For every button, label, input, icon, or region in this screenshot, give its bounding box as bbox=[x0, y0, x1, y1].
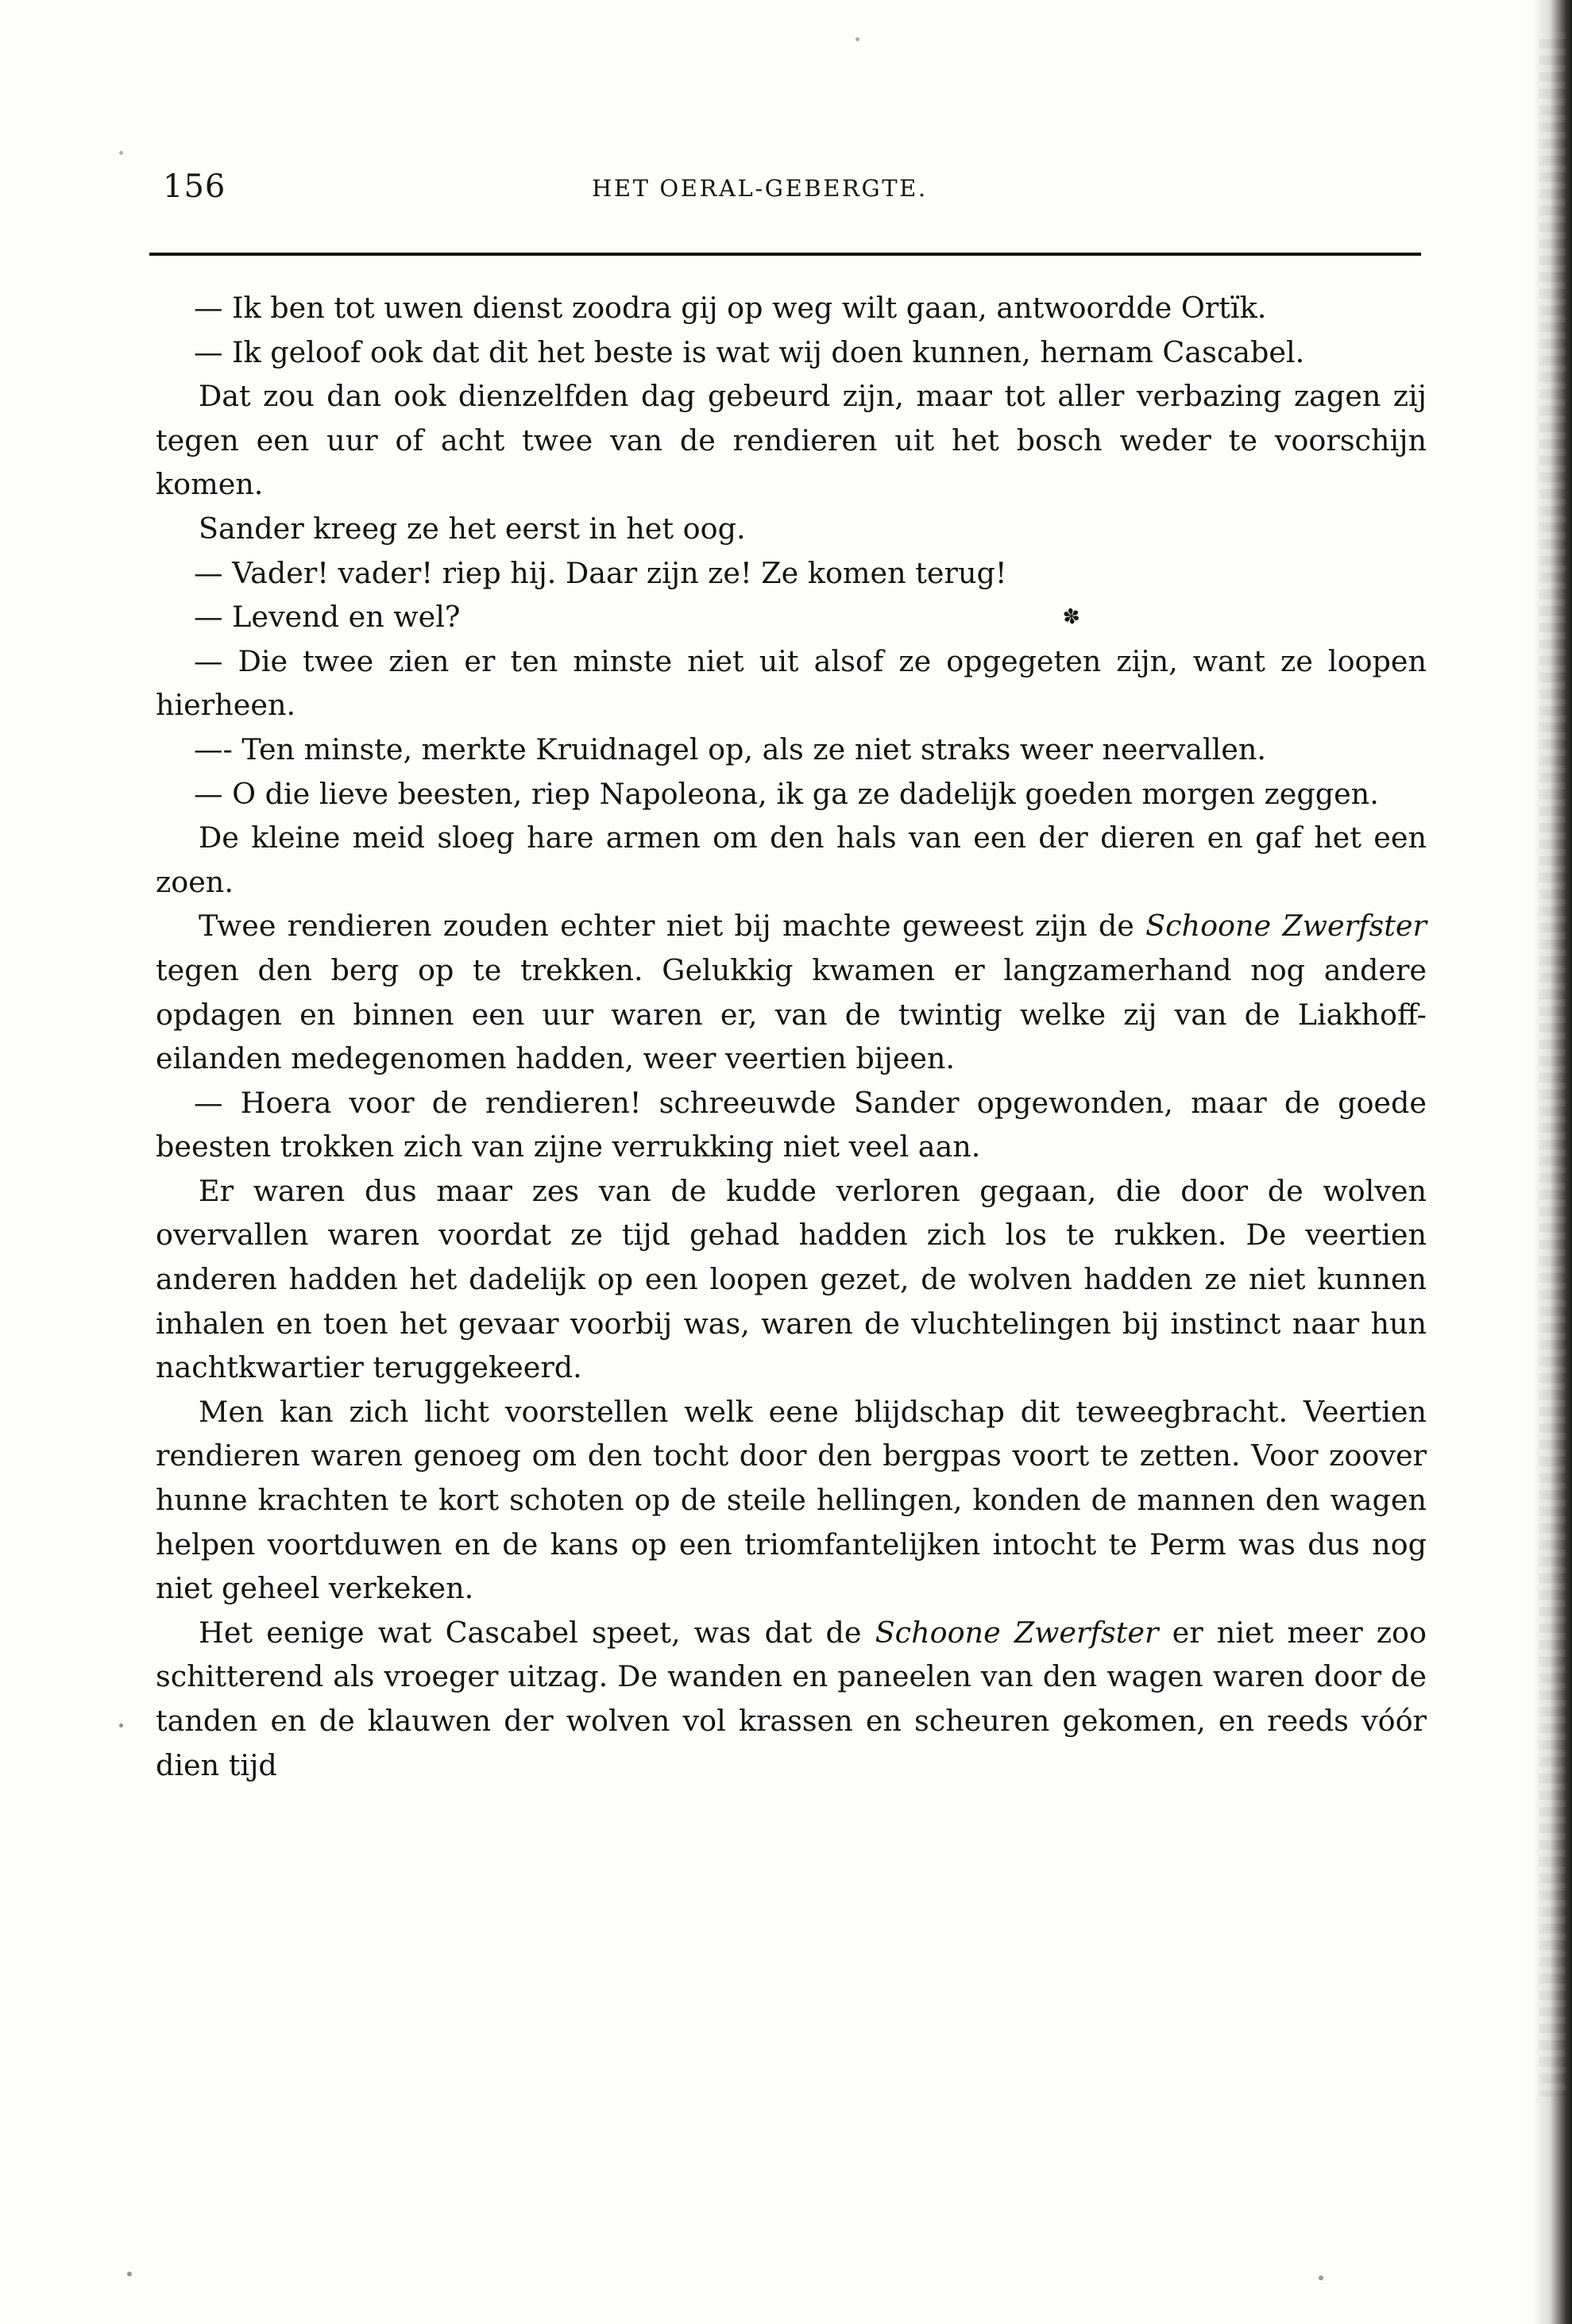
paragraph-11 bbox=[156, 904, 1427, 1080]
paragraph-15 bbox=[156, 1611, 1427, 1787]
paragraph-12: — Hoera voor de rendieren! schreeuwde Sander opgewonden, maar de goede beesten trokken zich van zijne verrukking niet veel aan. bbox=[156, 1085, 1427, 1164]
page-number: 156 bbox=[163, 168, 226, 205]
paragraph-2: — Ik geloof ook dat dit het beste is wat wij doen kunnen, hernam Cascabel. bbox=[194, 334, 1305, 369]
paragraph-9: — O die lieve beesten, riep Napoleona, ik ga ze dadelijk goeden morgen zeggen. bbox=[194, 776, 1379, 811]
paragraph-3: Dat zou dan ook dienzelfden dag gebeurd zijn, maar tot aller verbazing zagen zij tegen een uur of acht twee van de rendieren uit het bosch weder te voorschijn komen. bbox=[156, 379, 1427, 502]
stray-ink-mark: ✽ bbox=[1061, 604, 1082, 631]
speck-icon bbox=[127, 2272, 132, 2276]
paragraph-1: — Ik ben tot uwen dienst zoodra gij op weg wilt gaan, antwoordde Ortïk. bbox=[194, 291, 1267, 325]
paragraph-6: — Levend en wel? bbox=[194, 600, 461, 635]
book-title-italic-2: Schoone Zwerfster bbox=[875, 1615, 1159, 1650]
body-text bbox=[156, 286, 1427, 1787]
paragraph-7: — Die twee zien er ten minste niet uit alsof ze opgegeten zijn, want ze loopen hierheen. bbox=[156, 643, 1427, 723]
paragraph-8: —- Ten minste, merkte Kruidnagel op, als ze niet straks weer neervallen. bbox=[194, 732, 1267, 766]
paragraph-4: Sander kreeg ze het eerst in het oog. bbox=[199, 511, 746, 546]
scan-edge-texture bbox=[1539, 32, 1566, 2097]
speck-icon bbox=[1319, 2276, 1323, 2280]
paragraph-11-part-1: Twee rendieren zouden echter niet bij machte geweest zijn de bbox=[199, 909, 1146, 944]
speck-icon bbox=[856, 37, 859, 41]
speck-icon bbox=[119, 1724, 123, 1728]
paragraph-14: Men kan zich licht voorstellen welk eene blijdschap dit teweegbracht. Veertien rendieren waren genoeg om den tocht door den bergpas voort te zetten. Voor zoover hunne krachten te kort schoten op de steile hellingen, konden de mannen den wagen helpen voortduwen en de kans op een triomfantelijken intocht te Perm was dus nog niet geheel verkeken. bbox=[156, 1394, 1427, 1606]
speck-icon bbox=[119, 151, 123, 155]
paragraph-5: — Vader! vader! riep hij. Daar zijn ze! Ze komen terug! bbox=[194, 555, 1007, 590]
header-rule bbox=[149, 253, 1421, 256]
running-head-title: HET OERAL-GEBERGTE. bbox=[592, 175, 928, 202]
paragraph-15-part-2: er niet meer zoo schitterend als vroeger uitzag. De wanden en paneelen van den wagen waren door de tanden en de klauwen der wolven vol krassen en scheuren gekomen, en reeds vóór dien tijd bbox=[156, 1615, 1427, 1782]
paragraph-13: Er waren dus maar zes van de kudde verloren gegaan, die door de wolven overvallen waren voordat ze tijd gehad hadden zich los te rukken. De veertien anderen hadden het dadelijk op een loopen gezet, de wolven hadden ze niet kunnen inhalen en toen het gevaar voorbij was, waren de vluchtelingen bij instinct naar hun nachtkwartier teruggekeerd. bbox=[156, 1173, 1427, 1385]
paragraph-11-part-2: tegen den berg op te trekken. Gelukkig kwamen er langzamerhand nog andere opdagen en binnen een uur waren er, van de twintig welke zij van de Liakhoff-eilanden medegenomen hadden, weer veertien bijeen. bbox=[156, 952, 1427, 1076]
paragraph-10: De kleine meid sloeg hare armen om den hals van een der dieren en gaf het een zoen. bbox=[156, 820, 1427, 899]
paragraph-15-part-1: Het eenige wat Cascabel speet, was dat de bbox=[199, 1615, 875, 1650]
running-header bbox=[163, 168, 1426, 216]
book-title-italic-1: Schoone Zwerfster bbox=[1145, 909, 1427, 944]
